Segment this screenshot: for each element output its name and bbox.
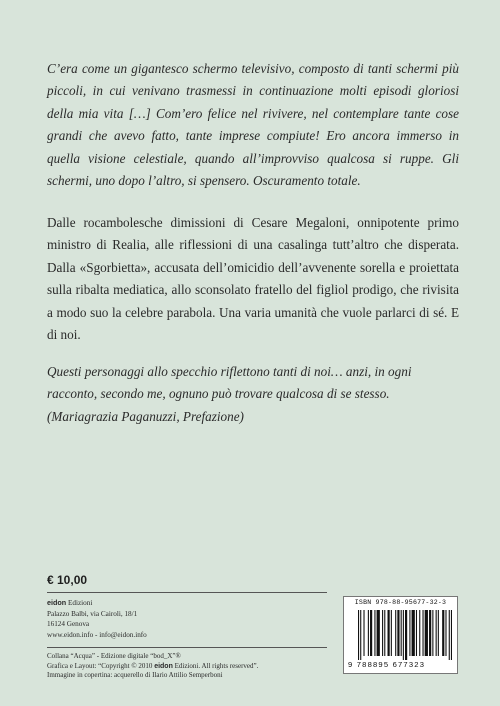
divider-top: [47, 592, 327, 593]
preface-quote: Questi personaggi allo specchio riflettono tanti di noi… anzi, in ogni racconto, secondo me, ognuno può trovare qualcosa di se stesso.: [47, 364, 412, 402]
barcode-bar: [374, 610, 375, 656]
barcode-bar: [409, 610, 410, 656]
isbn-barcode: [343, 596, 458, 674]
barcode-bar: [445, 610, 446, 656]
credits: [47, 652, 357, 681]
barcode-bar: [382, 610, 383, 656]
publisher-city: 16124 Genova: [47, 620, 90, 628]
divider-bottom: [47, 647, 327, 648]
preface-quote-block: [47, 361, 459, 428]
barcode-bar: [358, 610, 359, 660]
publisher-brand: eidon: [47, 598, 67, 607]
layout-credit: [47, 662, 357, 672]
barcode-bar: [451, 610, 452, 660]
barcode-bar: [412, 610, 415, 656]
barcode-bar: [370, 610, 372, 656]
layout-credit-prefix: Grafica e Layout: “Copyright © 2010: [47, 661, 155, 670]
publisher-address: Palazzo Balbi, via Cairoli, 18/1: [47, 609, 138, 618]
barcode-bar: [432, 610, 433, 656]
barcode-bar: [384, 610, 385, 656]
barcode-bar: [363, 610, 364, 656]
barcode-bar: [401, 610, 402, 656]
book-blurb: Dalle rocambolesche dimissioni di Cesare Megaloni, onnipotente primo ministro di Realia, alle riflessioni di una casalinga tutt’altro che disperata. Dalla «Sgorbietta», accusata dell’omicidio dell’avvenente sorella e proiettata sulla ribalta mediatica, allo sconsolato fratello del figliol prodigo, che rivisita a modo suo la celebre parabola. Una varia umanità che vuole parlarci di sé. E di noi.: [47, 215, 459, 343]
publisher-name-suffix: Edizioni: [66, 599, 93, 607]
barcode-bar: [442, 610, 444, 656]
barcode-bar: [388, 610, 390, 656]
barcode-bar: [403, 610, 404, 660]
series-credit: Collana “Acqua” - Edizione digitale “bod_X”®: [47, 652, 181, 660]
preface-attribution: (Mariagrazia Paganuzzi, Prefazione): [47, 408, 244, 424]
barcode-bar: [368, 610, 369, 656]
barcode-bar: [397, 610, 399, 656]
barcode-bar: [395, 610, 396, 656]
barcode-bar: [419, 610, 420, 656]
layout-credit-brand: eidon: [154, 662, 173, 670]
price: € 10,00: [47, 573, 88, 587]
barcode-bar: [425, 610, 428, 656]
barcode-bar: [391, 610, 392, 656]
cover-image-credit: Immagine in copertina: acquerello di Ilario Attilio Semperboni: [47, 671, 223, 680]
barcode-bar: [405, 610, 407, 660]
isbn-label: ISBN 978-88-95677-32-3: [354, 599, 447, 606]
barcode-bar: [438, 610, 439, 656]
publisher-contacts: www.eidon.info - info@eidon.info: [47, 630, 147, 639]
barcode-bar: [377, 610, 380, 656]
publisher-name: [47, 598, 247, 609]
barcode-bar: [449, 610, 450, 660]
layout-credit-suffix: Edizioni. All rights reserved”.: [172, 661, 259, 670]
barcode-bar: [429, 610, 431, 656]
barcode-bar: [422, 610, 423, 656]
barcode-bars-icon: [358, 610, 452, 660]
barcode-bar: [416, 610, 417, 656]
publisher-info: [47, 598, 247, 640]
barcode-bar: [360, 610, 361, 660]
barcode-bar: [436, 610, 437, 656]
ean-digits: 9 788895 677323: [348, 660, 426, 669]
cover-excerpt: C’era come un gigantesco schermo televisivo, composto di tanti schermi più piccoli, in cui venivano trasmessi in continuazione molti episodi gloriosi della mia vita […] Com’ero felice nel rivivere, nel contemplare tante cose grandi che avevo fatto, tante imprese compiute! Ero ancora immerso in quella visione celestiale, quando all’improvviso qualcosa si ruppe. Gli schermi, uno dopo l’altro, si spensero. Oscuramento totale.: [47, 61, 459, 189]
